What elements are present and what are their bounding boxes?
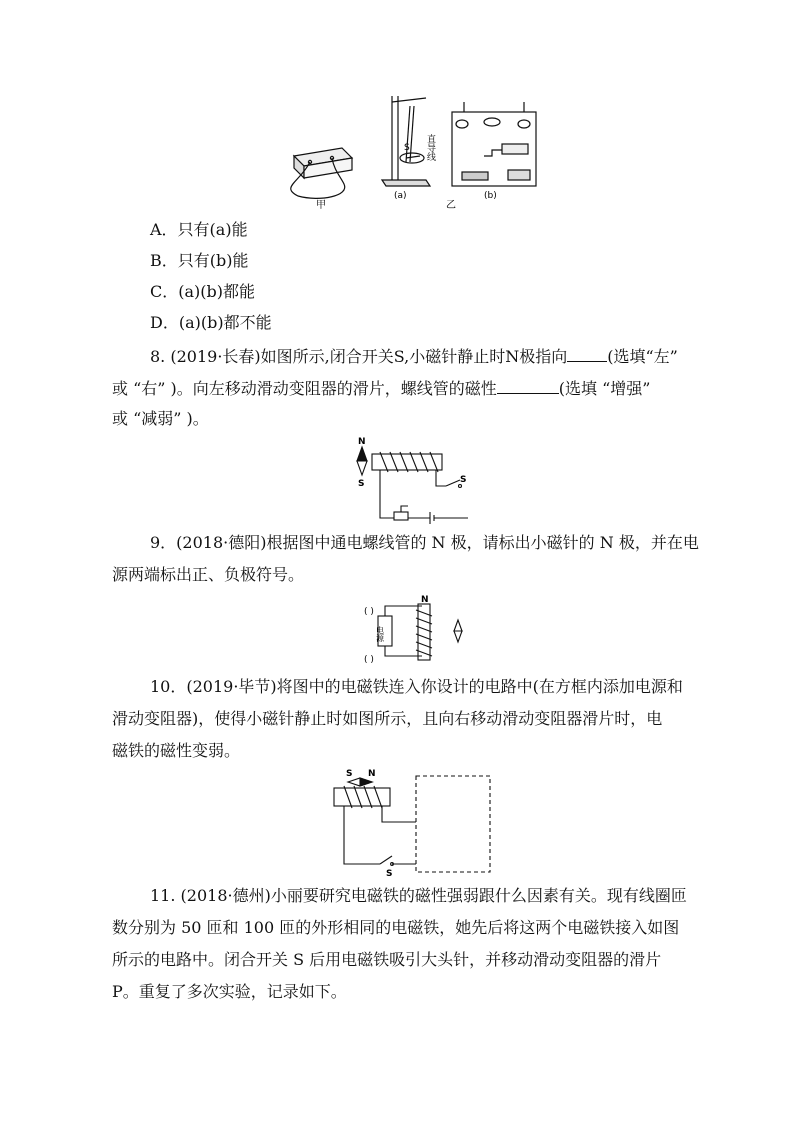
q8-fig-n: N xyxy=(358,437,366,447)
option-c: C．(a)(b)都能 xyxy=(150,282,255,301)
label-jia: 甲 xyxy=(316,200,326,211)
q11-line-4: P。重复了多次实验，记录如下。 xyxy=(112,982,347,1001)
figure-q9 xyxy=(360,594,470,668)
figure-q10 xyxy=(330,766,500,876)
device-jia xyxy=(291,148,352,198)
q10-line-1: 10．(2019·毕节)将图中的电磁铁连入你设计的电路中(在方框内添加电源和 xyxy=(150,677,683,696)
option-b: B．只有(b)能 xyxy=(150,251,249,270)
q9-fig-n: N xyxy=(421,595,429,605)
q10-line-3: 磁铁的磁性变弱。 xyxy=(112,741,241,760)
figure-q8 xyxy=(350,434,480,524)
q8-blank-1[interactable] xyxy=(567,345,607,362)
q10-line-2: 滑动变阻器)，使得小磁针静止时如图所示，且向右移动滑动变阻器滑片时，电 xyxy=(112,709,663,728)
apparatus-a xyxy=(382,96,430,186)
label-yi: 乙 xyxy=(446,200,456,211)
q10-fig-s: S xyxy=(346,769,353,779)
q8-line-2: 或 “右” )。向左移动滑动变阻器的滑片，螺线管的磁性 (选填 “增强” xyxy=(112,379,651,398)
label-b: (b) xyxy=(484,191,497,201)
q10-fig-n: N xyxy=(368,769,376,779)
q9-paren-bottom: ( ) xyxy=(364,655,374,665)
q11-line-3: 所示的电路中。闭合开关 S 后用电磁铁吸引大头针，并移动滑动变阻器的滑片 xyxy=(112,950,662,969)
q11-line-1: 11. (2018·德州)小丽要研究电磁铁的磁性强弱跟什么因素有关。现有线圈匝 xyxy=(150,886,687,905)
q11-line-2: 数分别为 50 匝和 100 匝的外形相同的电磁铁，她先后将这两个电磁铁接入如图 xyxy=(112,918,680,937)
q8-line-1: 8. (2019·长春)如图所示,闭合开关S,小磁针静止时N极指向 (选填“左” xyxy=(150,347,678,366)
apparatus-b xyxy=(452,102,536,186)
q8-line-3: 或 “减弱” )。 xyxy=(112,409,209,428)
q9-line-2: 源两端标出正、负极符号。 xyxy=(112,565,305,584)
q9-source: 电源 xyxy=(375,626,385,642)
q10-fig-switch: S xyxy=(386,869,393,876)
q10-dashed-box[interactable] xyxy=(416,776,490,872)
figure-q7 xyxy=(280,92,550,214)
label-wire: 直导线 xyxy=(425,134,435,161)
q8-fig-switch: S xyxy=(460,475,467,485)
option-d: D．(a)(b)都不能 xyxy=(150,313,272,332)
q9-line-1: 9．(2018·德阳)根据图中通电螺线管的 N 极，请标出小磁针的 N 极，并在电 xyxy=(150,533,699,552)
q8-fig-s: S xyxy=(358,479,365,489)
q8-blank-2[interactable] xyxy=(497,377,559,394)
option-a: A．只有(a)能 xyxy=(150,220,248,239)
q9-paren-top: ( ) xyxy=(364,607,374,617)
label-a: (a) xyxy=(394,191,407,201)
label-s-a: S xyxy=(404,143,410,153)
